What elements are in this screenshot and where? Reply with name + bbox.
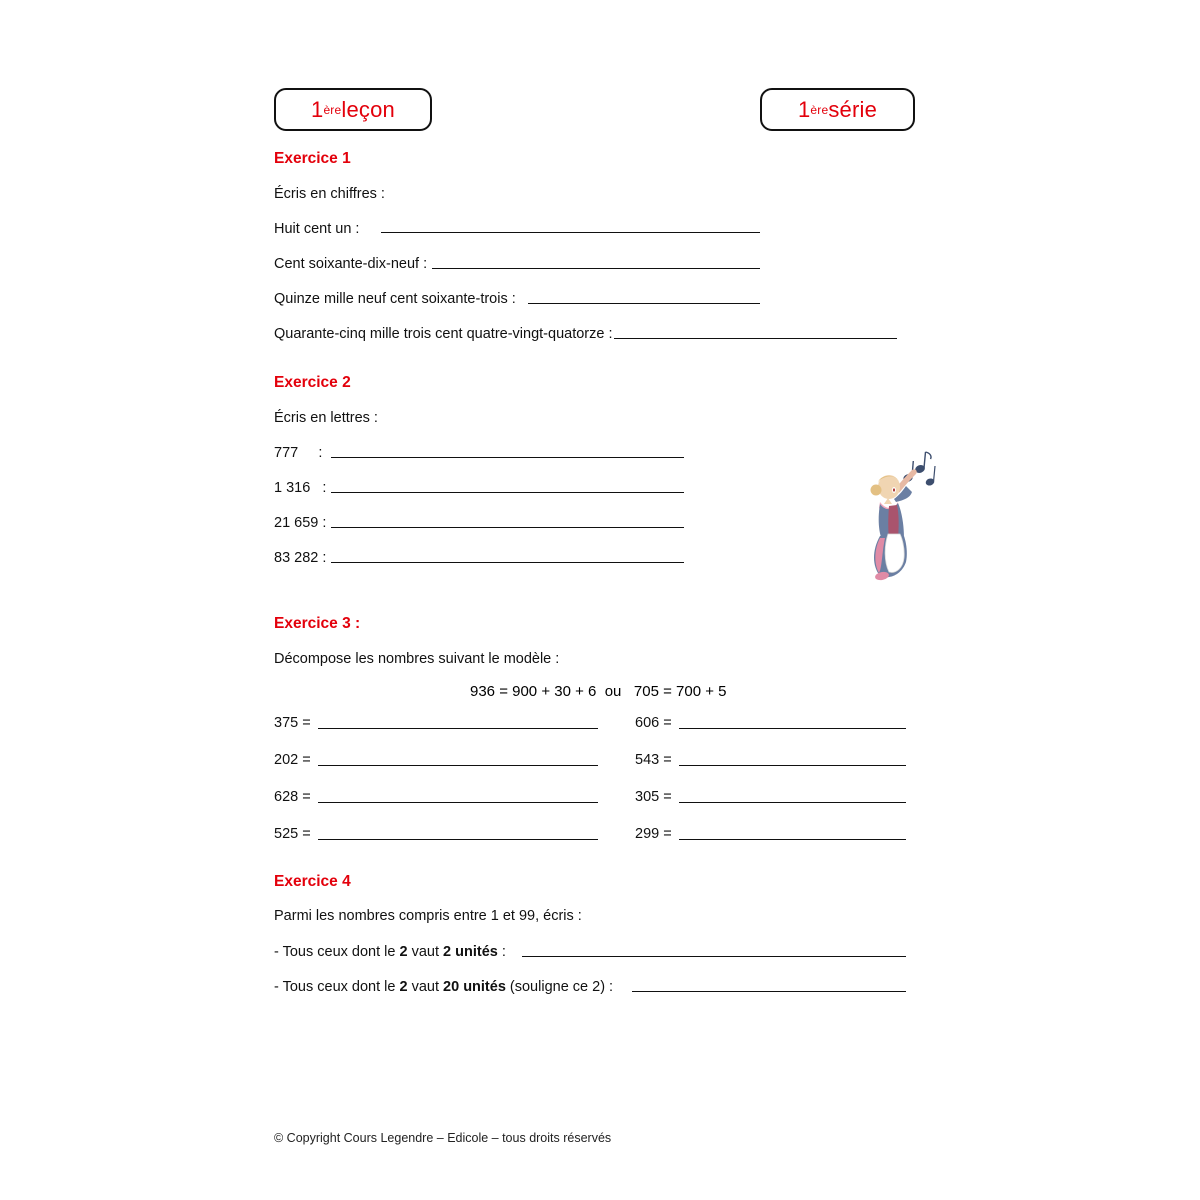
ex4-line2-text-c: (souligne ce 2) : — [505, 979, 614, 995]
exercise-1-item-1-label: Huit cent un : — [274, 221, 360, 237]
exercise-3-right-item-2-label: 543 = — [635, 752, 672, 768]
exercise-3-left-answer-line-4[interactable] — [318, 839, 598, 840]
exercise-3-left-answer-line-2[interactable] — [318, 765, 598, 766]
lesson-badge: 1 ère leçon — [274, 88, 432, 131]
series-number: 1 — [797, 96, 811, 122]
exercise-4-item-1-label — [274, 944, 506, 960]
exercise-1-item-2-label: Cent soixante-dix-neuf : — [274, 256, 428, 272]
exercise-2-item-2-label: 1 316 : — [274, 480, 331, 496]
exercise-2-answer-line-4[interactable] — [331, 562, 684, 563]
series-badge: 1 ère série — [760, 88, 915, 131]
exercise-1-title: Exercice 1 — [274, 150, 351, 167]
exercise-2-answer-line-1[interactable] — [331, 457, 684, 458]
exercise-1-item-4-label: Quarante-cinq mille trois cent quatre-vingt-quatorze : — [274, 326, 613, 342]
exercise-3-instruction: Décompose les nombres suivant le modèle : — [274, 651, 560, 667]
ex4-line1-bold-units: 2 unités — [443, 944, 498, 960]
exercise-4-answer-line-2[interactable] — [632, 991, 906, 992]
ex4-line2-text-a: - Tous ceux dont le — [274, 979, 400, 995]
exercise-2-item-1-label: 777 : — [274, 445, 327, 461]
lesson-number: 1 — [311, 96, 324, 122]
exercise-1-answer-line-1[interactable] — [381, 232, 760, 233]
ex4-line1-text-c: : — [497, 944, 506, 960]
ex4-line2-bold-digit: 2 — [399, 979, 408, 995]
ex4-line1-text-b: vaut — [407, 944, 444, 960]
copyright-footer: © Copyright Cours Legendre – Edicole – tous droits réservés — [274, 1131, 612, 1145]
exercise-3-right-answer-line-4[interactable] — [679, 839, 906, 840]
exercise-2-item-4-label: 83 282 : — [274, 550, 331, 566]
exercise-3-title: Exercice 3 : — [274, 615, 361, 632]
exercise-2-title: Exercice 2 — [274, 374, 351, 391]
ex4-line1-text-a: - Tous ceux dont le — [274, 944, 400, 960]
exercise-3-model-example: 936 = 900 + 30 + 6 ou 705 = 700 + 5 — [470, 683, 727, 700]
exercise-3-right-item-3-label: 305 = — [635, 789, 672, 805]
exercise-3-right-answer-line-3[interactable] — [679, 802, 906, 803]
exercise-3-left-item-3-label: 628 = — [274, 789, 311, 805]
exercise-1-answer-line-3[interactable] — [528, 303, 760, 304]
exercise-3-left-item-2-label: 202 = — [274, 752, 311, 768]
exercise-1-instruction: Écris en chiffres : — [274, 186, 385, 202]
exercise-1-answer-line-4[interactable] — [614, 338, 897, 339]
ex4-line1-bold-digit: 2 — [399, 944, 408, 960]
exercise-3-right-answer-line-2[interactable] — [679, 765, 906, 766]
exercise-4-item-2-label — [274, 979, 613, 995]
ex4-line2-text-b: vaut — [407, 979, 444, 995]
exercise-4-title: Exercice 4 — [274, 873, 351, 890]
exercise-2-item-3-label: 21 659 : — [274, 515, 331, 531]
exercise-3-left-item-4-label: 525 = — [274, 826, 311, 842]
exercise-3-left-item-1-label: 375 = — [274, 715, 311, 731]
exercise-3-right-item-4-label: 299 = — [635, 826, 672, 842]
exercise-2-answer-line-2[interactable] — [331, 492, 684, 493]
series-label: série — [828, 96, 878, 122]
singing-woman-illustration — [858, 442, 954, 582]
exercise-2-instruction: Écris en lettres : — [274, 410, 378, 426]
exercise-4-answer-line-1[interactable] — [522, 956, 906, 957]
exercise-3-left-answer-line-1[interactable] — [318, 728, 598, 729]
lesson-label: leçon — [341, 96, 395, 122]
exercise-3-left-answer-line-3[interactable] — [318, 802, 598, 803]
exercise-2-answer-line-3[interactable] — [331, 527, 684, 528]
exercise-1-item-3-label: Quinze mille neuf cent soixante-trois : — [274, 291, 516, 307]
exercise-3-right-answer-line-1[interactable] — [679, 728, 906, 729]
exercise-1-answer-line-2[interactable] — [432, 268, 760, 269]
exercise-4-instruction: Parmi les nombres compris entre 1 et 99, écris : — [274, 908, 582, 924]
ex4-line2-bold-units: 20 unités — [443, 979, 506, 995]
exercise-3-right-item-1-label: 606 = — [635, 715, 672, 731]
